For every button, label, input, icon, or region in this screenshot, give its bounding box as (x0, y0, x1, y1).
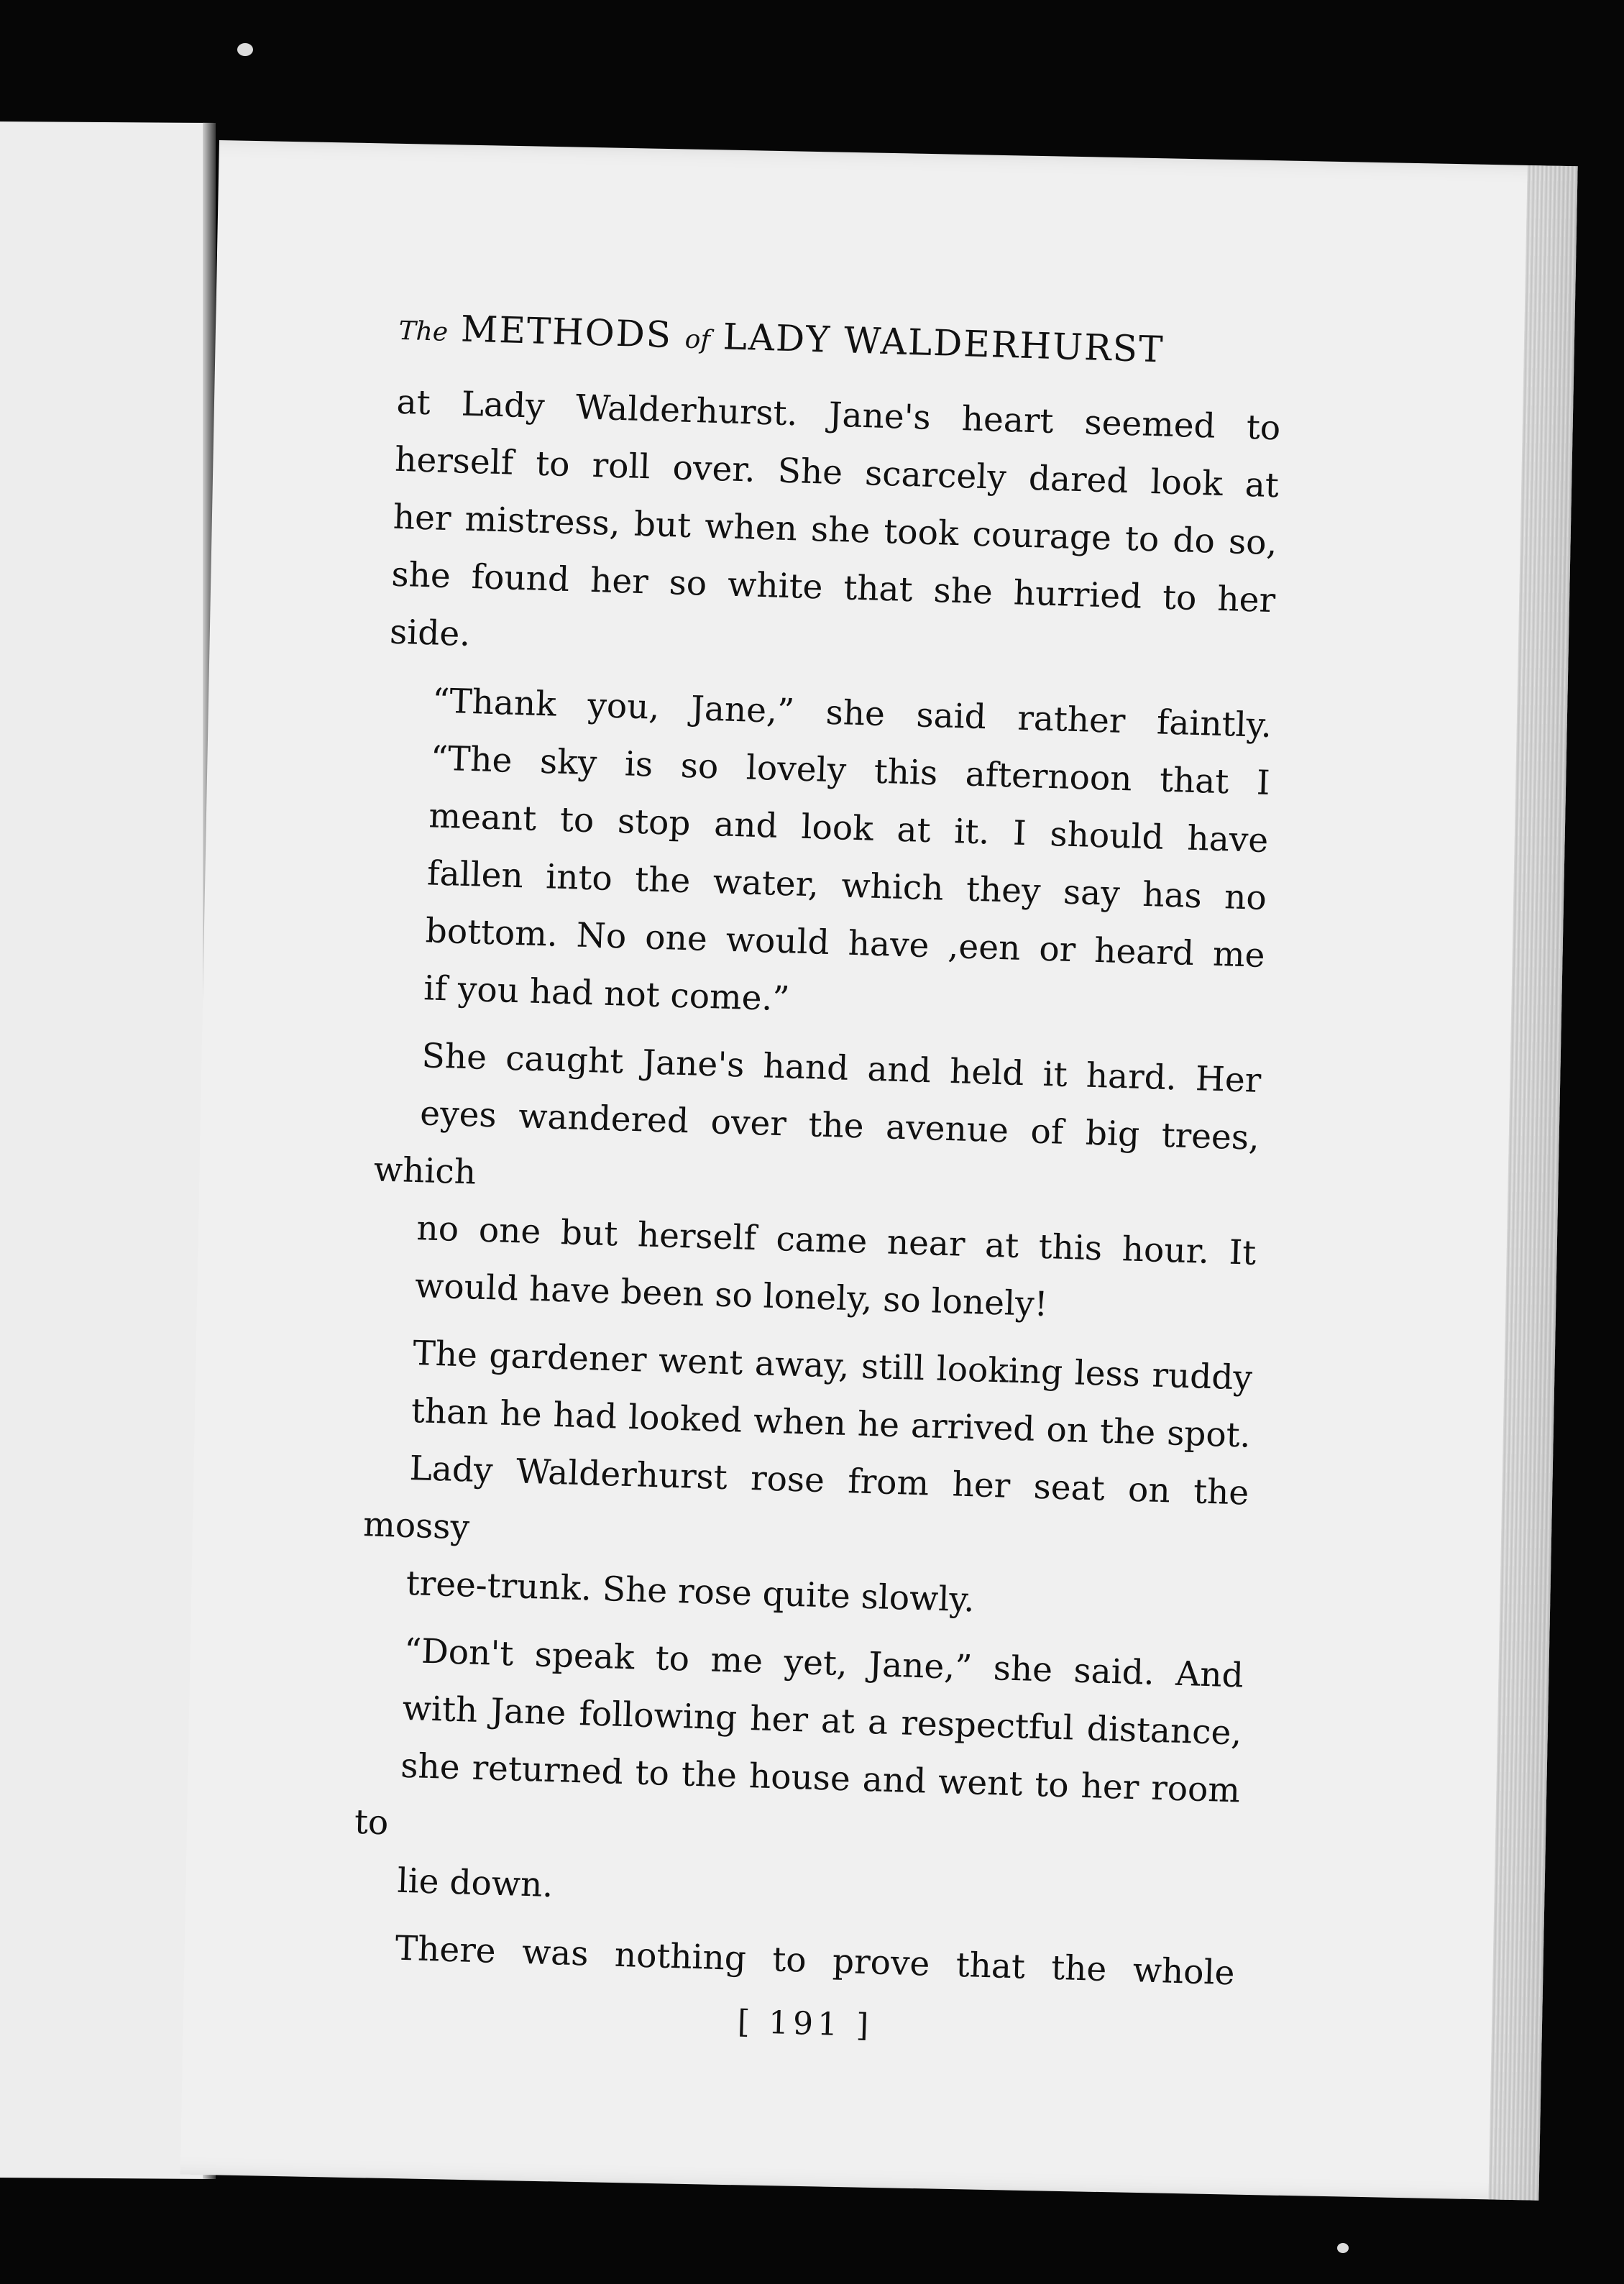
text-line: side. (389, 612, 471, 654)
text-line: no one but herself came near at this hour. It (416, 1208, 1257, 1273)
paragraph-6 (350, 1919, 1236, 2002)
dust-speck (1337, 2243, 1349, 2253)
text-line: eyes wandered over the avenue of big trees, which (373, 1093, 1260, 1193)
text-line: She caught Jane's hand and held it hard. Her (421, 1036, 1262, 1101)
text-line: meant to stop and look at it. I should have (428, 796, 1269, 861)
text-line: she returned to the house and went to her room to (354, 1746, 1241, 1843)
paragraph-4 (361, 1324, 1253, 1637)
paragraph-1 (389, 374, 1281, 687)
page-fore-edge (1488, 165, 1577, 2201)
running-head-lady-walderhurst: LADY WALDERHURST (722, 316, 1165, 371)
text-line: bottom. No one would have ,een or heard me (425, 911, 1266, 976)
text-line: There was nothing to prove that the whole (395, 1928, 1236, 1994)
text-line: Lady Walderhurst rose from her seat on the mossy (362, 1448, 1250, 1548)
dust-speck (237, 43, 253, 56)
facing-page-edge (0, 121, 216, 2179)
running-head (398, 309, 1283, 371)
text-block (349, 309, 1283, 2055)
book-page (180, 140, 1578, 2201)
text-line: fallen into the water, which they say has no (426, 853, 1267, 918)
text-line: at Lady Walderhurst. Jane's heart seemed to (395, 382, 1281, 449)
text-line: “Don't speak to me yet, Jane,” she said. And (403, 1631, 1244, 1696)
running-head-the: The (398, 316, 449, 347)
paragraph-3 (370, 1026, 1262, 1339)
text-line: “Thank you, Jane,” she said rather faintly. (431, 681, 1272, 746)
text-line: with Jane following her at a respectful distance, (401, 1688, 1243, 1753)
text-line: lie down. (396, 1861, 554, 1906)
running-head-of: of (684, 324, 711, 355)
page-number: [ 191 ] (737, 2003, 873, 2045)
text-line: tree-trunk. She rose quite slowly. (405, 1563, 976, 1620)
paragraph-5 (352, 1621, 1244, 1935)
text-line: herself to roll over. She scarcely dared look at (394, 439, 1280, 506)
running-head-methods: METHODS (460, 308, 673, 357)
text-line: “The sky is so lovely this afternoon that I (430, 738, 1271, 804)
text-line: she found her so white that she hurried to her (390, 554, 1276, 621)
text-line: would have been so lonely, so lonely! (414, 1266, 1049, 1325)
text-line: The gardener went away, still looking less ruddy (412, 1334, 1253, 1398)
text-line: if you had not come.” (423, 968, 791, 1019)
text-line: her mistress, but when she took courage to do so, (393, 497, 1278, 564)
paragraph-2 (378, 671, 1272, 1042)
text-line: than he had looked when he arrived on the spot. (410, 1391, 1252, 1456)
